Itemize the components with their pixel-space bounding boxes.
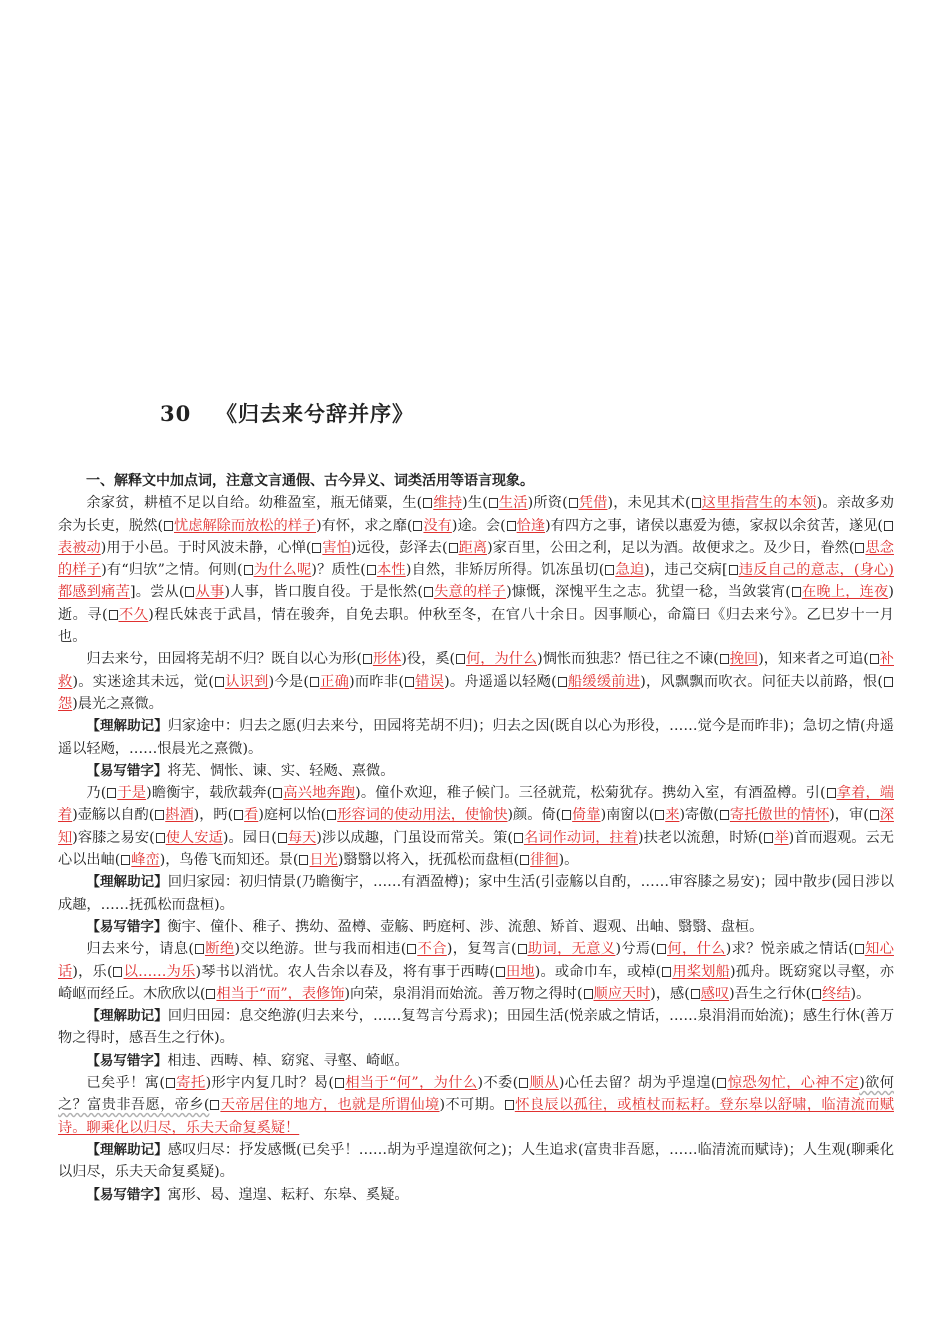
answer-text: 知心话 xyxy=(58,941,894,980)
answer-box xyxy=(413,521,422,531)
answer-text: 怀良辰以孤往，或植杖而耘耔。登东皋以舒啸，临清流而赋诗。聊乘化以归尽，乐夫天命复奚疑！ xyxy=(58,1097,894,1136)
paragraph-text: )庭柯以怡( xyxy=(258,807,327,824)
answer-box xyxy=(206,989,215,999)
paragraph-text: )远役，彭泽去( xyxy=(350,539,448,556)
answer-box xyxy=(195,944,204,954)
answer-text: 怨 xyxy=(58,695,73,712)
answer-text: 使人安适 xyxy=(165,829,223,846)
answer-box xyxy=(855,543,864,553)
paragraph-text: )晨光之熹微。 xyxy=(72,695,163,712)
answer-text: 失意的样子 xyxy=(433,584,507,601)
answer-box xyxy=(210,1100,219,1110)
answer-text: 何，为什么 xyxy=(466,651,538,668)
answer-box xyxy=(729,565,738,575)
paragraph-text: )，眄( xyxy=(193,807,234,824)
paragraph-text: )求？悦亲戚之情话( xyxy=(725,941,854,958)
answer-box xyxy=(164,521,173,531)
help-note-4: 【理解助记】回归田园：息交绝游(归去来兮，……复驾言兮焉求)；田园生活(悦亲戚之情话，……泉涓涓而始流)；感生行休(善万物之得时，感吾生之行休)。 xyxy=(58,1008,895,1047)
paragraph-text: )慷慨，深愧平生之志。犹望一稔，当敛裳宵( xyxy=(506,584,791,601)
paragraph-text: )惆怅而独悲？悟已往之不谏( xyxy=(537,651,719,668)
answer-text: 补救 xyxy=(58,651,894,690)
paragraph-text: )。 xyxy=(558,852,579,869)
answer-text: 寄托傲世的情怀 xyxy=(729,807,830,824)
paragraph-text: )。僮仆欢迎，稚子候门。三径就荒，松菊犹存。携幼入室，有酒盈樽。引( xyxy=(355,785,826,802)
answer-box xyxy=(489,498,498,508)
paragraph-text: )，未见其术( xyxy=(607,495,691,512)
answer-text: 恰逢 xyxy=(516,517,546,534)
paragraph-text: 归去来兮，请息( xyxy=(86,941,194,958)
answer-text: 相当于“而”，表修饰 xyxy=(216,985,345,1002)
answer-text: 违反自己的意志，(身心)都感到痛苦 xyxy=(58,562,894,601)
answer-text: 日光 xyxy=(309,852,338,869)
paragraph-1 xyxy=(58,492,894,648)
paragraph-text: )人事，皆口腹自役。于是怅然( xyxy=(224,584,423,601)
paragraph-text: )用于小邑。于时风波未静，心惮( xyxy=(100,539,312,556)
answer-text: 顺从 xyxy=(529,1075,559,1092)
answer-box xyxy=(327,810,336,820)
paragraph-text: )，鸟倦飞而知还。景( xyxy=(159,852,299,869)
paragraph-text: )。或命巾车，或棹( xyxy=(534,963,662,980)
paragraph-text: )琴书以消忧。农人告余以春及，将有事于西畴( xyxy=(195,963,495,980)
paragraph-text: )生( xyxy=(462,495,488,512)
wrong-chars-2: 【易写错字】将芜、惆怅、谏、实、轻飏、熹微。 xyxy=(86,762,395,779)
answer-text: 天帝居住的地方，也就是所谓仙境 xyxy=(220,1097,440,1114)
answer-box xyxy=(584,989,593,999)
answer-box xyxy=(407,944,416,954)
answer-box xyxy=(662,967,671,977)
wrong-chars-4: 【易写错字】相违、西畴、棹、窈窕、寻壑、崎岖。 xyxy=(86,1052,409,1069)
paragraph-text: )翳翳以将入，抚孤松而盘桓( xyxy=(337,852,520,869)
answer-box xyxy=(496,967,505,977)
wrong-chars-3: 【易写错字】衡宇、僮仆、稚子、携幼、盈樽、壶觞、眄庭柯、涉、流憩、矫首、遐观、出岫、翳翳、盘桓。 xyxy=(86,918,764,935)
answer-text: 斟酒 xyxy=(165,807,194,824)
answer-text: 顺应天时 xyxy=(593,985,651,1002)
paragraph-text: )，感( xyxy=(650,985,690,1002)
answer-box xyxy=(113,967,122,977)
answer-box xyxy=(310,677,319,687)
paragraph-text: ]。尝从( xyxy=(129,584,185,601)
paragraph-text: )首而遐观。云无心以出岫( xyxy=(58,829,894,869)
answer-text: 没有 xyxy=(423,517,452,534)
answer-text: 本性 xyxy=(376,562,406,579)
answer-box xyxy=(456,654,465,664)
answer-text: 以……为乐 xyxy=(123,963,196,980)
answer-text: 距离 xyxy=(458,539,488,556)
answer-text: 助词，无意义 xyxy=(527,941,616,958)
answer-box xyxy=(558,677,567,687)
answer-box xyxy=(692,498,701,508)
answer-text: 峰峦 xyxy=(131,852,160,869)
paragraph-text: )，复驾言( xyxy=(446,941,517,958)
answer-text: 思念的样子 xyxy=(58,539,894,579)
answer-text: 形体 xyxy=(372,651,402,668)
paragraph-2 xyxy=(58,648,894,715)
answer-box xyxy=(655,810,664,820)
answer-text: 深知 xyxy=(58,807,894,846)
lesson-title: 《归去来兮辞并序》 xyxy=(216,401,414,426)
answer-box xyxy=(518,944,527,954)
section-heading: 一、解释文中加点词，注意文言通假、古今异义、词类活用等语言现象。 xyxy=(86,473,534,489)
answer-box xyxy=(155,810,164,820)
paragraph-3 xyxy=(58,782,894,871)
paragraph-text: )兮焉( xyxy=(615,941,657,958)
answer-text: 举 xyxy=(774,829,789,846)
paragraph-text: )途。会( xyxy=(451,517,506,534)
page-title xyxy=(160,398,414,428)
help-note-5: 【理解助记】感叹归尽：抒发感慨(已矣乎！……胡为乎遑遑欲何之)；人生追求(富贵非吾愿，……临清流而赋诗)；人生观(聊乘化以归尽，乐夫天命复奚疑)。 xyxy=(58,1141,895,1181)
answer-text: 感叹 xyxy=(700,985,730,1002)
answer-text: 不合 xyxy=(417,941,447,958)
paragraph-5 xyxy=(58,1072,894,1139)
answer-box xyxy=(405,677,414,687)
paragraph-text: )形宇内复几时？曷( xyxy=(205,1075,334,1092)
answer-text: 拿着，端着 xyxy=(58,785,894,824)
answer-box xyxy=(166,1078,175,1088)
answer-box xyxy=(215,677,224,687)
answer-box xyxy=(691,989,700,999)
answer-text: 忧虑解除而放松的样子 xyxy=(174,517,317,534)
paragraph-text: )不可期。 xyxy=(439,1097,504,1114)
answer-box xyxy=(520,855,529,865)
paragraph-text: )逝。寻( xyxy=(58,584,894,623)
paragraph-text: )扶老以流憩，时矫( xyxy=(638,829,764,846)
answer-text: 认识到 xyxy=(224,673,269,690)
answer-box xyxy=(764,833,773,843)
answer-box xyxy=(424,587,433,597)
answer-text: 相当于“何”，为什么 xyxy=(344,1075,478,1092)
answer-text: 急迫 xyxy=(615,562,645,579)
answer-box xyxy=(278,833,287,843)
answer-box xyxy=(156,833,165,843)
paragraph-text: 余家贫，耕植不足以自给。幼稚盈室，瓶无储粟，生( xyxy=(86,495,423,512)
paragraph-text: )有四方之事，诸侯以惠爱为德，家叔以余贫苦，遂见( xyxy=(545,517,883,534)
answer-text: 在晚上，连夜 xyxy=(801,584,889,601)
answer-box xyxy=(870,654,879,664)
answer-text: 生活 xyxy=(498,495,528,512)
answer-box xyxy=(185,587,194,597)
answer-box xyxy=(449,543,458,553)
answer-box xyxy=(299,855,308,865)
answer-text: 来 xyxy=(665,807,680,824)
answer-text: 倚靠 xyxy=(572,807,601,824)
paragraph-text: )，知来者之可追( xyxy=(758,651,869,668)
paragraph-text: )涉以成趣，门虽设而常关。策( xyxy=(316,829,513,846)
answer-box xyxy=(812,989,821,999)
paragraph-text: 已矣乎！寓( xyxy=(86,1075,165,1092)
paragraph-text: )家百里，公田之利，足以为酒。故便求之。及少日，眷然( xyxy=(487,539,855,556)
answer-box xyxy=(870,810,879,820)
answer-text: 用桨划船 xyxy=(672,963,731,980)
paragraph-text: )，审( xyxy=(829,807,869,824)
answer-text: 维持 xyxy=(433,495,463,512)
lesson-number: 30 xyxy=(160,401,192,426)
answer-box xyxy=(234,810,243,820)
answer-text: 断绝 xyxy=(204,941,235,958)
answer-box xyxy=(519,1078,528,1088)
answer-box xyxy=(109,610,118,620)
paragraph-text: )容膝之易安( xyxy=(72,829,155,846)
answer-text: 从事 xyxy=(195,584,225,601)
paragraph-text: )，违己交病[ xyxy=(644,562,728,579)
paragraph-text: )。亲故多劝余为长吏，脱然( xyxy=(58,495,894,534)
answer-box xyxy=(884,521,893,531)
paragraph-text: )向荣，泉涓涓而始流。善万物之得时( xyxy=(344,985,583,1002)
answer-text: 每天 xyxy=(287,829,317,846)
answer-box xyxy=(569,498,578,508)
answer-box xyxy=(367,565,376,575)
paragraph-text: 归去来兮，田园将芜胡不归？既自以心为形( xyxy=(86,651,362,668)
answer-text: 表被动 xyxy=(58,539,101,556)
answer-box xyxy=(121,855,130,865)
paragraph-text: )？质性( xyxy=(311,562,366,579)
answer-box xyxy=(423,498,432,508)
answer-box xyxy=(312,543,321,553)
paragraph-text: 乃( xyxy=(86,785,107,802)
paragraph-text: )役，奚( xyxy=(401,651,456,668)
help-note-3: 【理解助记】回归家园：初归情景(乃瞻衡宇，……有酒盈樽)；家中生活(引壶觞以自酌，……审容膝之易安)；园中散步(园日涉以成趣，……抚孤松而盘桓)。 xyxy=(58,874,895,913)
paragraph-text: )孤舟。既窈窕以寻壑，亦崎岖而经丘。木欣欣以( xyxy=(58,963,894,1002)
paragraph-text: )寄傲( xyxy=(679,807,719,824)
answer-box xyxy=(507,521,516,531)
answer-text: 形容词的使动用法，使愉快 xyxy=(337,807,508,824)
answer-text: 这里指营生的本领 xyxy=(701,495,817,512)
paragraph-text: )有怀，求之靡( xyxy=(316,517,413,534)
answer-text: 高兴地奔跑 xyxy=(283,785,356,802)
paragraph-text: )。舟遥遥以轻飏( xyxy=(444,673,557,690)
answer-box xyxy=(717,1078,726,1088)
answer-box xyxy=(107,788,116,798)
paragraph-text: )，风飘飘而吹衣。问征夫以前路，恨( xyxy=(640,673,883,690)
paragraph-text: )壶觞以自酌( xyxy=(72,807,155,824)
answer-text: 不久 xyxy=(118,606,149,623)
paragraph-text: )瞻衡宇，载欣载奔( xyxy=(146,785,273,802)
answer-text: 为什么呢 xyxy=(253,562,312,579)
paragraph-text: )，乐( xyxy=(72,963,113,980)
wrong-chars-5: 【易写错字】寓形、曷、遑遑、耘耔、东皋、奚疑。 xyxy=(86,1186,409,1203)
answer-box xyxy=(273,788,282,798)
answer-text: 害怕 xyxy=(322,539,351,556)
answer-box xyxy=(605,565,614,575)
paragraph-text: )吾生之行休( xyxy=(729,985,812,1002)
paragraph-text: )颜。倚( xyxy=(507,807,562,824)
answer-text: 名词作动词，拄着 xyxy=(523,829,639,846)
answer-box xyxy=(514,833,523,843)
paragraph-text: )有“归欤”之情。何则( xyxy=(101,562,243,579)
answer-box xyxy=(792,587,801,597)
paragraph-text: )。实迷途其未远，觉( xyxy=(72,673,214,690)
answer-box xyxy=(720,654,729,664)
exercise-content xyxy=(58,470,894,1206)
paragraph-4 xyxy=(58,938,894,1005)
answer-text: 寄托 xyxy=(175,1075,206,1092)
answer-text: 船缓缓前进 xyxy=(567,673,641,690)
answer-box xyxy=(855,944,864,954)
paragraph-text: )。园日( xyxy=(222,829,277,846)
answer-box xyxy=(363,654,372,664)
paragraph-text: )心任去留？胡为乎遑遑( xyxy=(558,1075,717,1092)
answer-text: 错误 xyxy=(414,673,445,690)
answer-box xyxy=(884,677,893,687)
paragraph-text: )自然，非矫厉所得。饥冻虽切( xyxy=(405,562,605,579)
answer-box xyxy=(720,810,729,820)
answer-box xyxy=(335,1078,344,1088)
answer-box xyxy=(657,944,666,954)
answer-text: 看 xyxy=(244,807,259,824)
paragraph-text: )不委( xyxy=(477,1075,519,1092)
answer-text: 于是 xyxy=(117,785,147,802)
help-note-2: 【理解助记】归家途中：归去之愿(归去来兮，田园将芜胡不归)；归去之因(既自以心为形役，……觉今是而昨非)；急切之情(舟遥遥以轻飏，……恨晨光之熹微)。 xyxy=(58,718,894,757)
paragraph-text: )南窗以( xyxy=(600,807,655,824)
answer-box xyxy=(562,810,571,820)
answer-text: 田地 xyxy=(505,963,535,980)
answer-box xyxy=(827,788,836,798)
paragraph-text: )程氏妹丧于武昌，情在骏奔，自免去职。仲秋至冬，在官八十余日。因事顺心，命篇曰《归去来兮》。乙巳岁十一月也。 xyxy=(58,606,894,646)
answer-text: 何，什么 xyxy=(667,941,726,958)
answer-text: 正确 xyxy=(319,673,350,690)
paragraph-text: )欲何之？富贵非吾愿，帝乡( xyxy=(58,1075,894,1114)
paragraph-text: )。 xyxy=(850,985,871,1002)
answer-text: 终结 xyxy=(822,985,851,1002)
answer-text: 凭借 xyxy=(578,495,608,512)
answer-text: 徘徊 xyxy=(530,852,559,869)
answer-text: 惊恐匆忙，心神不定 xyxy=(727,1075,860,1092)
paragraph-text: )交以绝游。世与我而相违( xyxy=(234,941,407,958)
answer-text: 挽回 xyxy=(729,651,759,668)
answer-box xyxy=(244,565,253,575)
paragraph-text: )今是( xyxy=(268,673,309,690)
paragraph-text: )而昨非( xyxy=(349,673,404,690)
paragraph-text: )所资( xyxy=(527,495,568,512)
answer-box xyxy=(505,1100,514,1110)
